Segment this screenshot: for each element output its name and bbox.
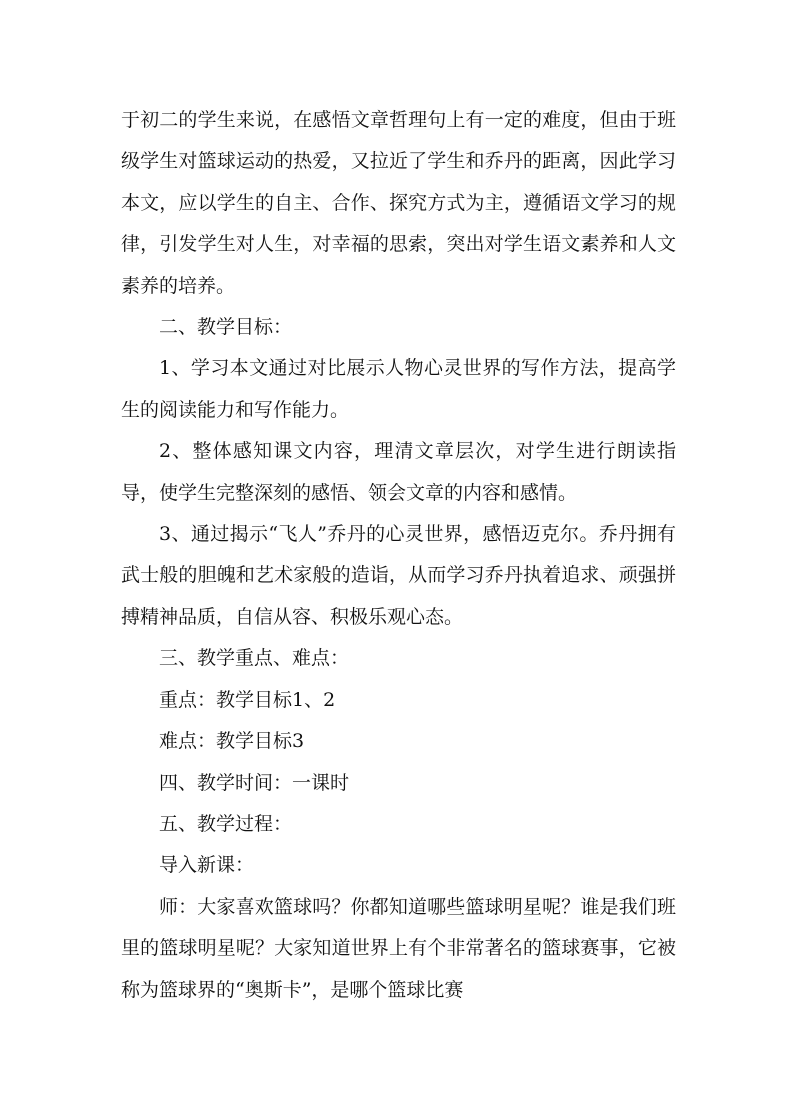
heading-teaching-process: 五、教学过程： (159, 812, 293, 835)
heading-teaching-time: 四、教学时间：一课时 (159, 771, 350, 794)
document-body (121, 100, 676, 1011)
objective-1: 1、学习本文通过对比展示人物心灵世界的写作方法，提高学生的阅读能力和写作能力。 (121, 357, 676, 421)
key-point: 重点：教学目标1、2 (159, 688, 336, 711)
heading-teaching-objectives: 二、教学目标： (159, 316, 293, 339)
difficult-point: 难点：教学目标3 (159, 730, 305, 753)
teacher-dialogue: 师：大家喜欢篮球吗？你都知道哪些篮球明星呢？谁是我们班里的篮球明星呢？大家知道世界上有个非常著名的篮球赛事，它被称为篮球界的“奥斯卡”，是哪个篮球比赛 (121, 895, 676, 1001)
objective-2: 2、整体感知课文内容，理清文章层次，对学生进行朗读指导，使学生完整深刻的感悟、领会文章的内容和感情。 (121, 440, 676, 504)
objective-3: 3、通过揭示“飞人”乔丹的心灵世界，感悟迈克尔。乔丹拥有武士般的胆魄和艺术家般的造诣，从而学习乔丹执着追求、顽强拼搏精神品质，自信从容、积极乐观心态。 (121, 523, 676, 628)
heading-key-difficult-points: 三、教学重点、难点： (159, 647, 350, 670)
subheading-introduction: 导入新课： (159, 854, 255, 877)
paragraph-continued-intro: 于初二的学生来说，在感悟文章哲理句上有一定的难度，但由于班级学生对篮球运动的热爱，又拉近了学生和乔丹的距离，因此学习本文，应以学生的自主、合作、探究方式为主，遵循语文学习的规律，引发学生对人生，对幸福的思索，突出对学生语文素养和人文素养的培养。 (121, 109, 676, 297)
